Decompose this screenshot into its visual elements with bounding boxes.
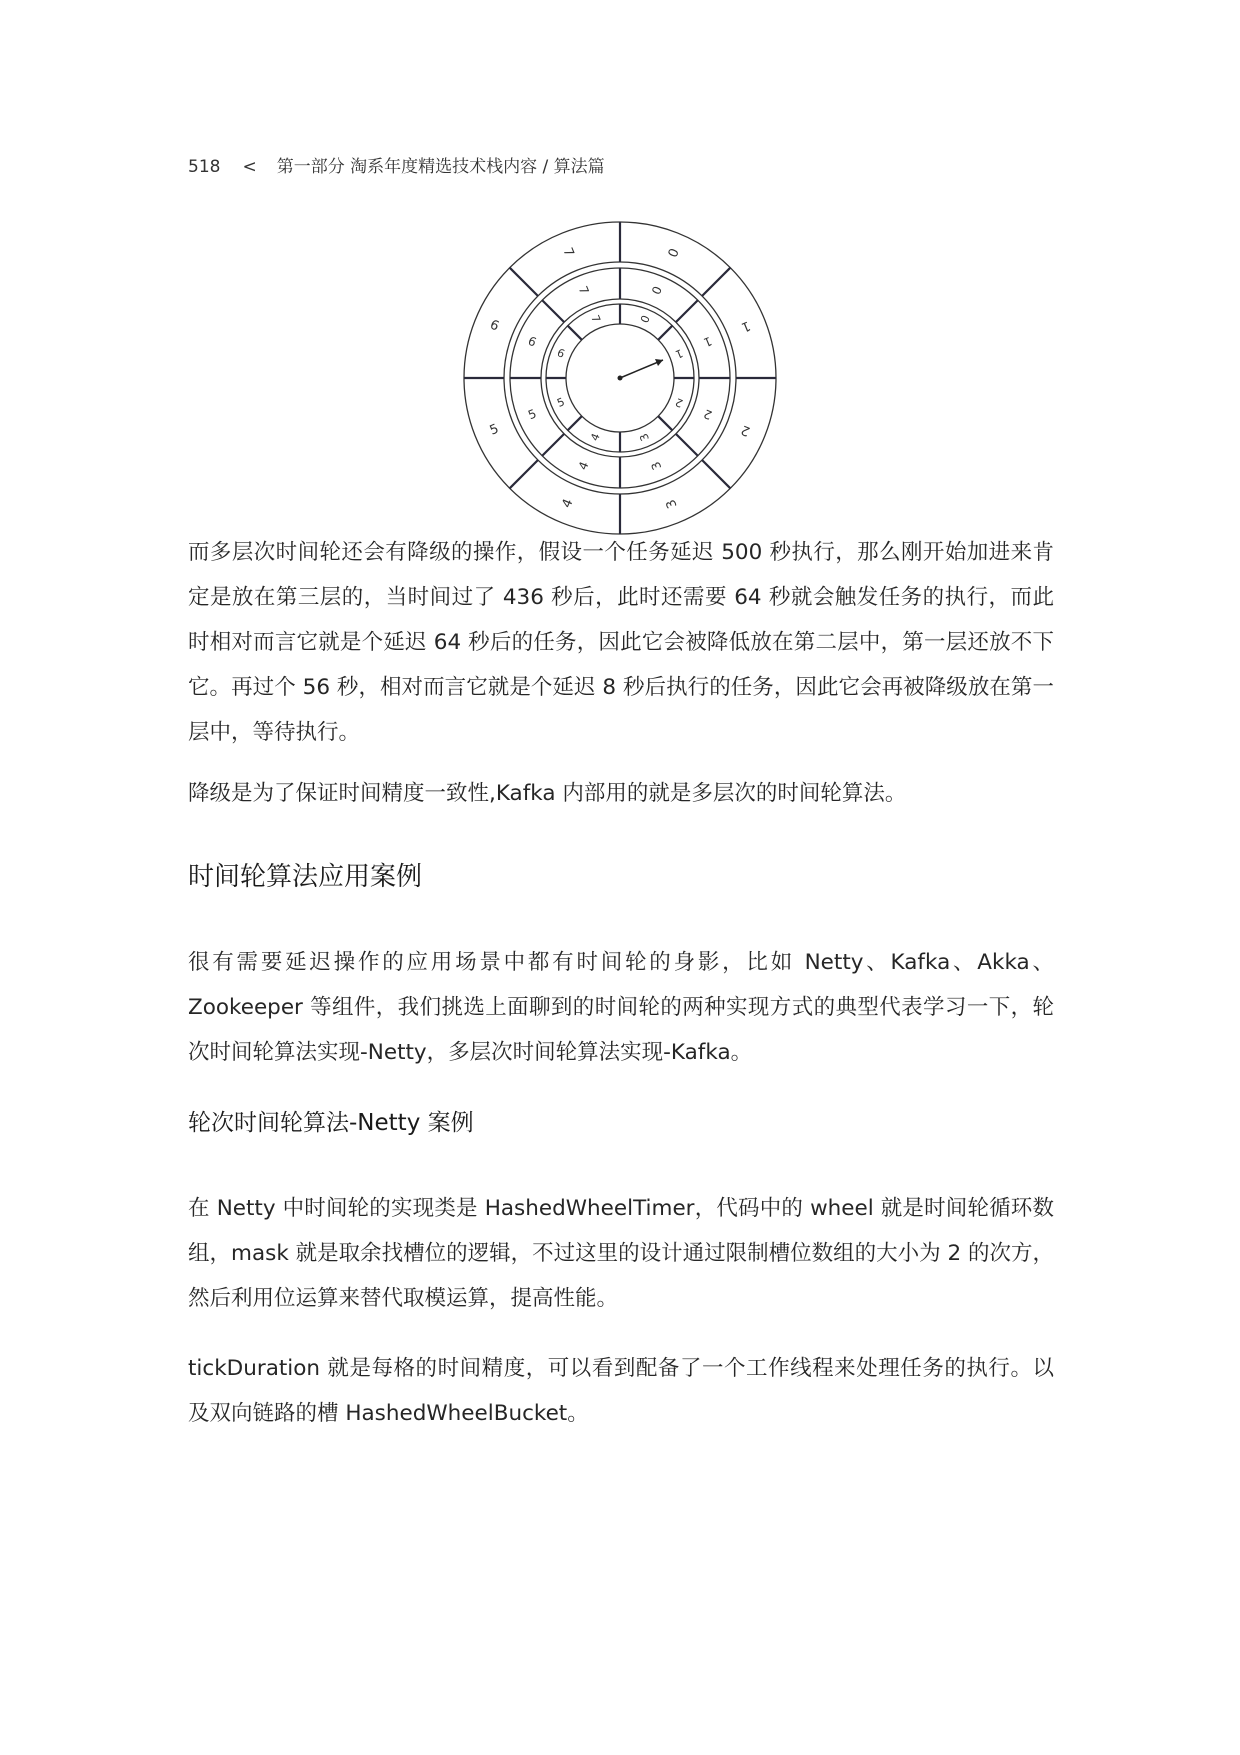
middle-ring-slot-label: 3 [648, 459, 665, 472]
inner-ring-slot-label: 1 [673, 346, 685, 361]
inner-ring-slot-label: 0 [637, 313, 652, 325]
outer-ring-slot-label: 6 [487, 317, 502, 335]
inner-ring-slot-label: 3 [637, 431, 652, 443]
time-wheel-svg [460, 218, 780, 538]
middle-ring-divider [676, 434, 698, 456]
middle-ring-slot-label: 4 [575, 459, 592, 472]
outer-ring-slot-label: 4 [559, 496, 577, 511]
outer-ring-divider [702, 460, 730, 488]
inner-ring-divider [658, 416, 672, 430]
header-title: 第一部分 淘系年度精选技术栈内容 / 算法篇 [276, 157, 605, 177]
inner-ring-slot-label: 6 [555, 346, 567, 361]
outer-ring-slot-label: 0 [663, 245, 681, 260]
wheel-center-dot [618, 376, 623, 381]
paragraph-precision: 降级是为了保证时间精度一致性,Kafka 内部用的就是多层次的时间轮算法。 [188, 781, 907, 806]
paragraph-degradation: 而多层次时间轮还会有降级的操作，假设一个任务延迟 500 秒执行，那么刚开始加进来肯定是放在第三层的，当时间过了 436 秒后，此时还需要 64 秒就会触发任务的执行，而此时相对而言它就是个延迟 64 秒后的任务，因此它会被降低放在第二层中，第一层还放不下它。再过个 56 秒，相对而言它就是个延迟 8 秒后执行的任务，因此它会再被降级放在第一层中，等待执行。 [188, 540, 1054, 745]
outer-ring-slot-label: 3 [663, 496, 681, 511]
middle-ring-slot-label: 1 [701, 333, 714, 350]
middle-ring-slot-label: 6 [526, 333, 539, 350]
paragraph-hashedwheeltimer: 在 Netty 中时间轮的实现类是 HashedWheelTimer，代码中的 wheel 就是时间轮循环数组，mask 就是取余找槽位的逻辑，不过这里的设计通过限制槽位数组的大小为 2 的次方，然后利用位运算来替代取模运算，提高性能。 [188, 1196, 1054, 1311]
inner-ring-slot-label: 7 [588, 313, 603, 325]
paragraph-tickduration: tickDuration 就是每格的时间精度，可以看到配备了一个工作线程来处理任务的执行。以及双向链路的槽 HashedWheelBucket。 [188, 1356, 1054, 1426]
inner-ring-divider [658, 326, 672, 340]
inner-ring-slot-label: 4 [588, 431, 603, 443]
middle-ring-divider [542, 434, 564, 456]
middle-ring-slot-label: 2 [701, 406, 714, 423]
outer-ring-slot-label: 1 [738, 317, 753, 335]
middle-ring-divider [542, 300, 564, 322]
page-number: 518 [188, 157, 221, 177]
outer-ring-divider [702, 268, 730, 296]
time-wheel-diagram [460, 218, 780, 538]
wheel-pointer [620, 360, 663, 378]
outer-ring-slot-label: 2 [738, 421, 753, 439]
outer-ring-divider [510, 268, 538, 296]
middle-ring-slot-label: 7 [575, 284, 592, 297]
header-separator: < [242, 157, 257, 177]
outer-ring-slot-label: 7 [559, 245, 577, 260]
page-header [188, 152, 605, 177]
middle-ring-slot-label: 5 [526, 406, 539, 423]
paragraph-use-cases: 很有需要延迟操作的应用场景中都有时间轮的身影，比如 Netty、Kafka、Akka、Zookeeper 等组件，我们挑选上面聊到的时间轮的两种实现方式的典型代表学习一下，轮次时间轮算法实现-Netty，多层次时间轮算法实现-Kafka。 [188, 950, 1054, 1065]
inner-ring-divider [568, 416, 582, 430]
section-heading-cases: 时间轮算法应用案例 [188, 862, 423, 892]
inner-ring-slot-label: 5 [555, 395, 567, 410]
inner-ring-slot-label: 2 [673, 395, 685, 410]
middle-ring-slot-label: 0 [648, 284, 665, 297]
outer-ring-slot-label: 5 [487, 421, 502, 439]
outer-ring-divider [510, 460, 538, 488]
section-heading-netty: 轮次时间轮算法-Netty 案例 [188, 1110, 474, 1136]
middle-ring-divider [676, 300, 698, 322]
inner-ring-divider [568, 326, 582, 340]
